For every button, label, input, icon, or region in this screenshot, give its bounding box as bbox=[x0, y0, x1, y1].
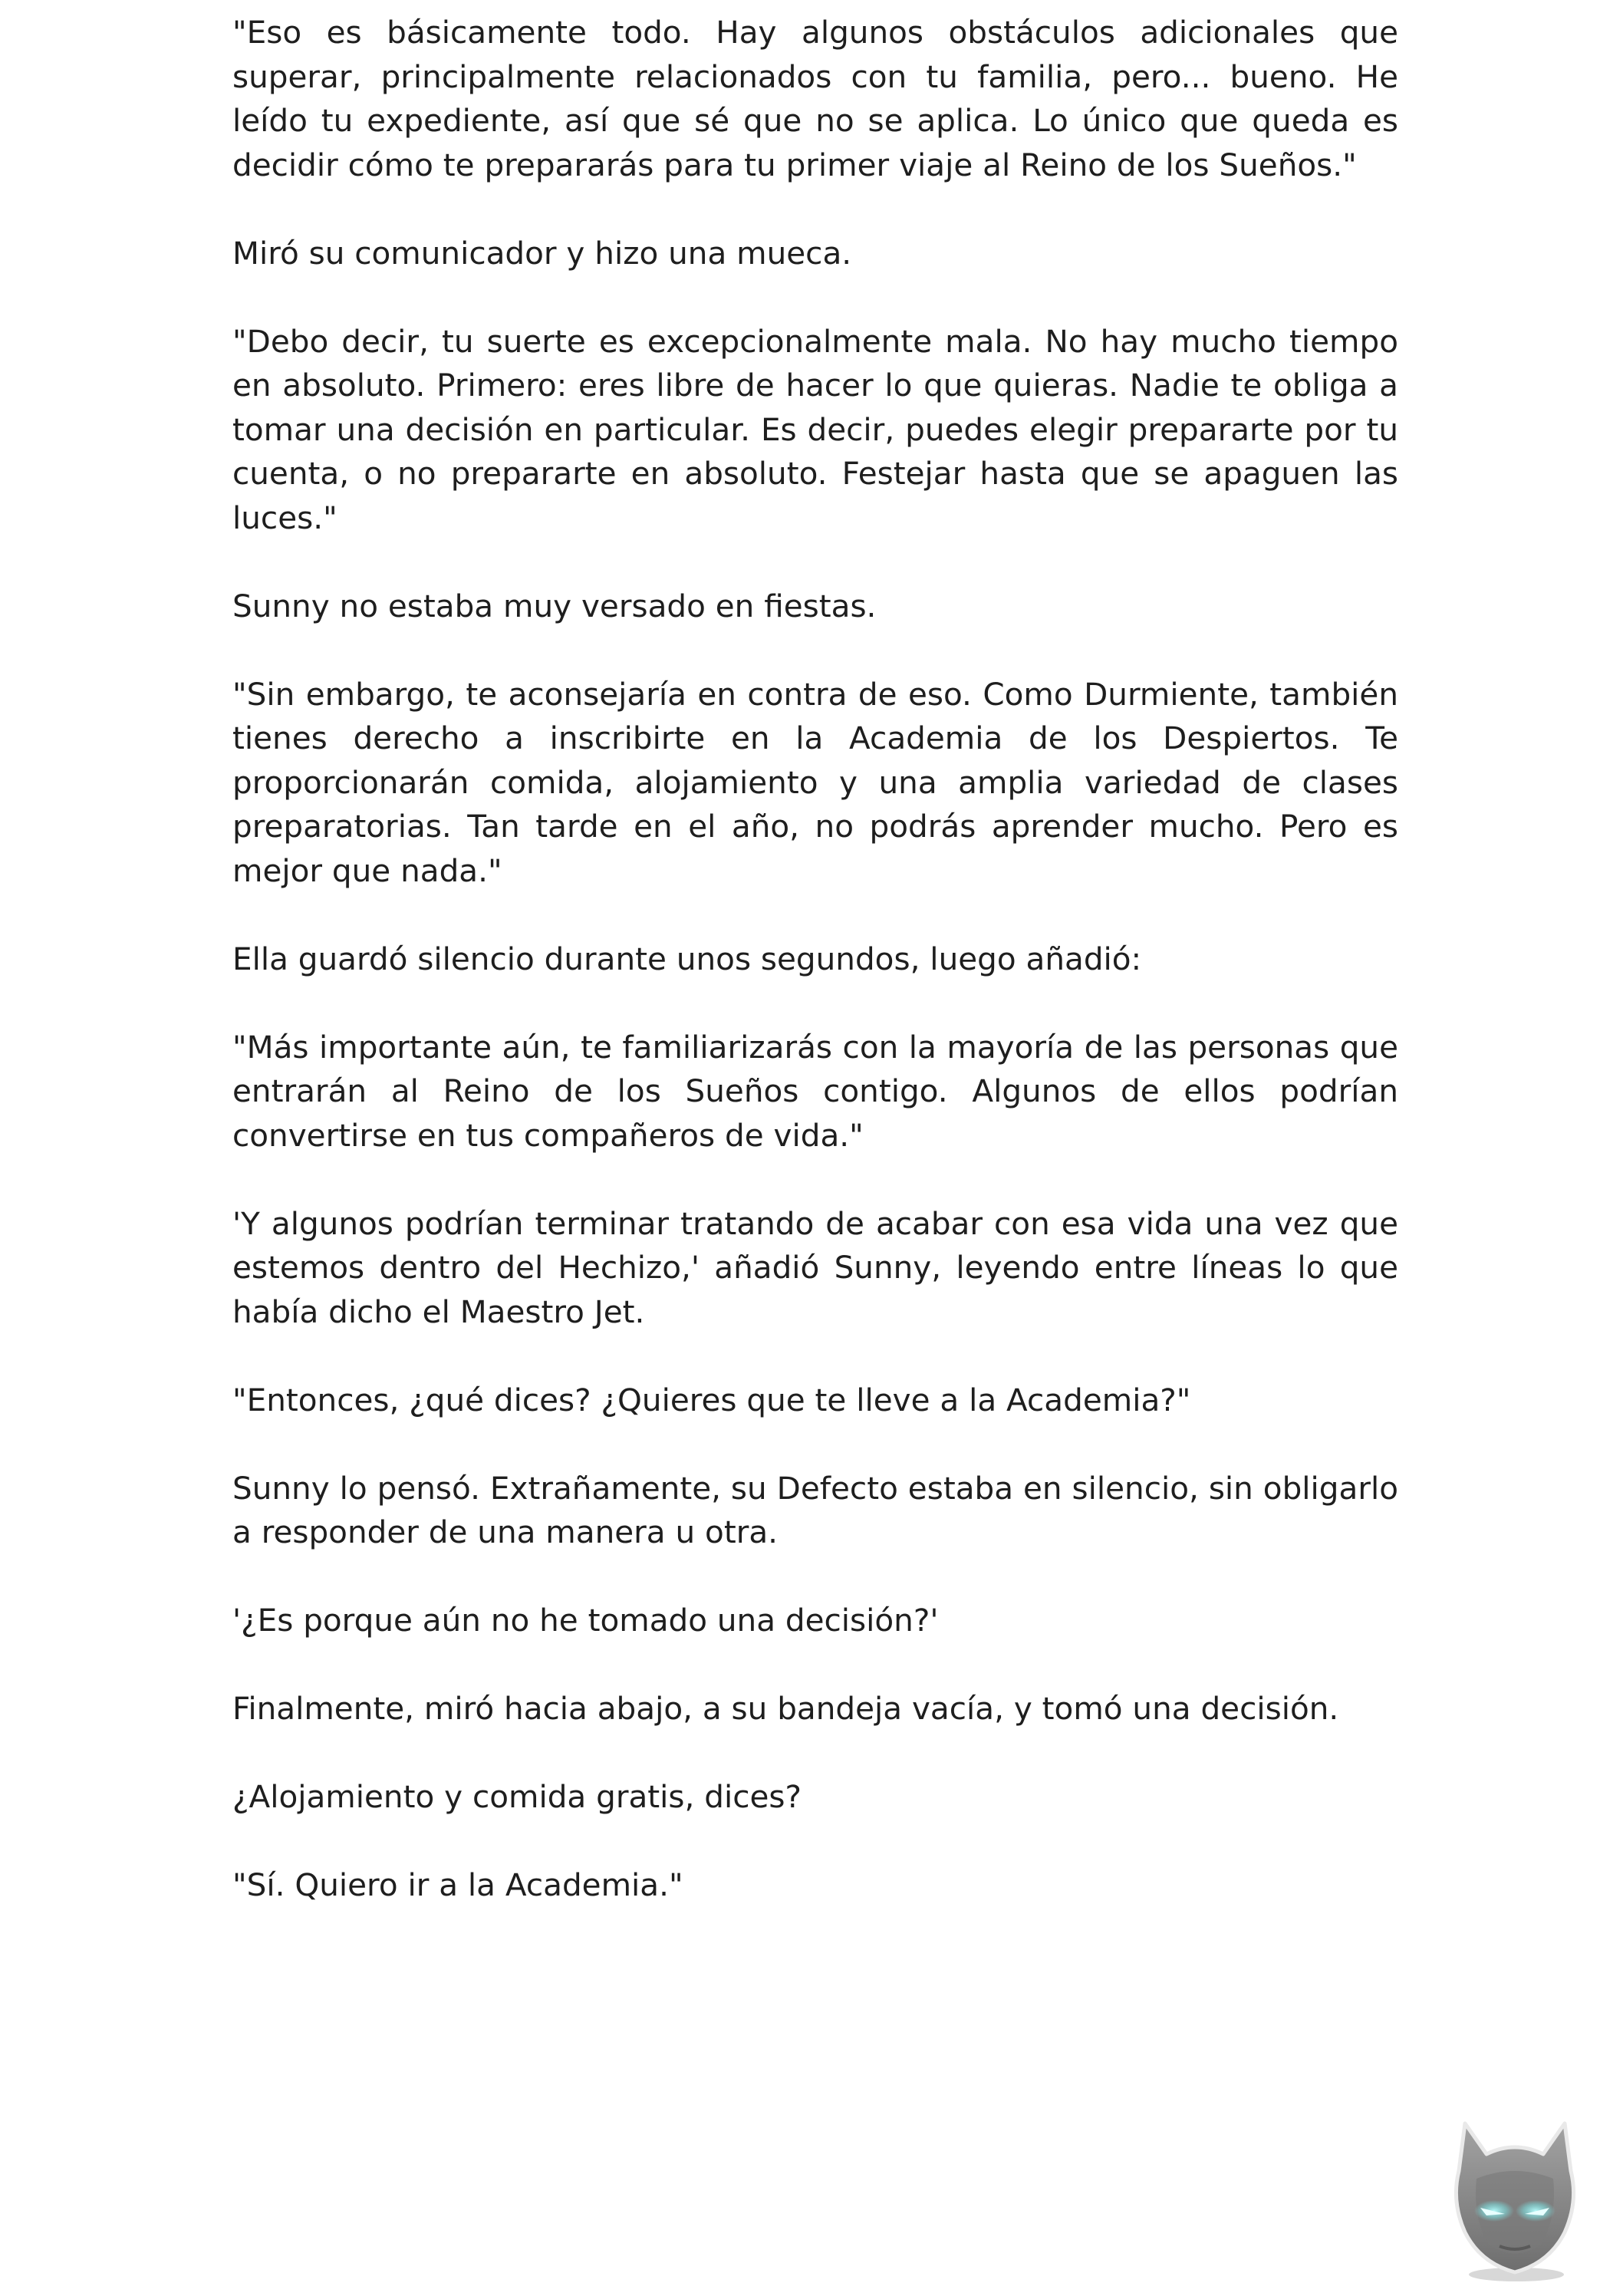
paragraph: "Debo decir, tu suerte es excepcionalmente mala. No hay mucho tiempo en absoluto. Primero: eres libre de hacer lo que quieras. Nadie te obliga a tomar una decisión en particular. Es decir, puedes elegir prepararte por tu cuenta, o no prepararte en absoluto. Festejar hasta que se apaguen las luces." bbox=[232, 322, 1398, 536]
paragraph: "Más importante aún, te familiarizarás con la mayoría de las personas que entrarán al Reino de los Sueños contigo. Algunos de ellos podrían convertirse en tus compañeros de vida." bbox=[232, 1028, 1398, 1154]
paragraph: Sunny no estaba muy versado en fiestas. bbox=[232, 587, 877, 624]
paragraph: Finalmente, miró hacia abajo, a su bandeja vacía, y tomó una decisión. bbox=[232, 1690, 1339, 1727]
paragraph: "Entonces, ¿qué dices? ¿Quieres que te lleve a la Academia?" bbox=[232, 1381, 1191, 1418]
document-body bbox=[232, 11, 1398, 1952]
paragraph: "Sin embargo, te aconsejaría en contra de eso. Como Durmiente, también tienes derecho a inscribirte en la Academia de los Despiertos. Te proporcionarán comida, alojamiento y una amplia variedad de clases preparatorias. Tan tarde en el año, no podrás aprender mucho. Pero es mejor que nada." bbox=[232, 675, 1398, 889]
paragraph: '¿Es porque aún no he tomado una decisión?' bbox=[232, 1602, 939, 1639]
paragraph: Ella guardó silencio durante unos segundos, luego añadió: bbox=[232, 940, 1142, 977]
paragraph: Miró su comunicador y hizo una mueca. bbox=[232, 234, 852, 272]
paragraph: "Eso es básicamente todo. Hay algunos obstáculos adicionales que superar, principalmente relacionados con tu familia, pero... bueno. He leído tu expediente, así que sé que no se aplica. Lo único que queda es decidir cómo te prepararás para tu primer viaje al Reino de los Sueños." bbox=[232, 14, 1398, 183]
paragraph: "Sí. Quiero ir a la Academia." bbox=[232, 1866, 683, 1903]
paragraph: Sunny lo pensó. Extrañamente, su Defecto estaba en silencio, sin obligarlo a responder de una manera u otra. bbox=[232, 1469, 1398, 1550]
paragraph: 'Y algunos podrían terminar tratando de acabar con esa vida una vez que estemos dentro del Hechizo,' añadió Sunny, leyendo entre líneas lo que había dicho el Maestro Jet. bbox=[232, 1204, 1398, 1330]
paragraph: ¿Alojamiento y comida gratis, dices? bbox=[232, 1778, 802, 1815]
demon-head-icon bbox=[1442, 2117, 1588, 2286]
